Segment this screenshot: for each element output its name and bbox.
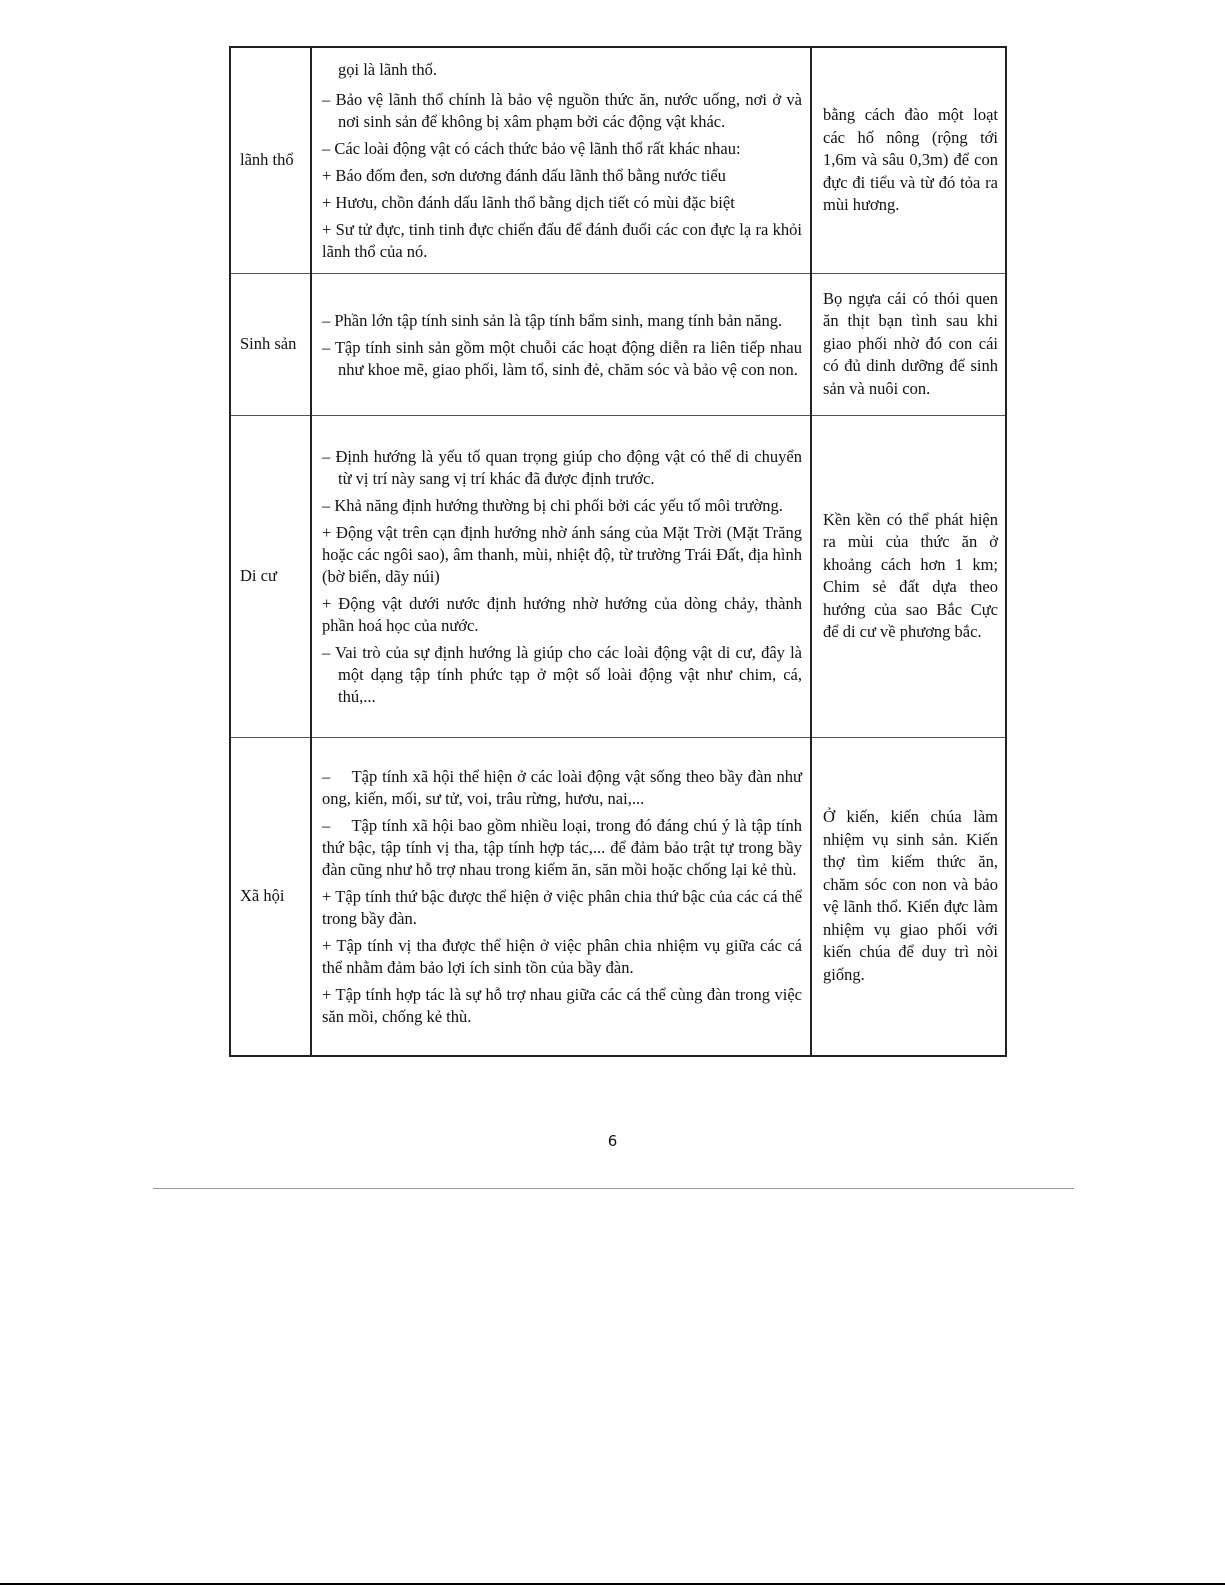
content-line: + Tập tính thứ bậc được thể hiện ở việc phân chia thứ bậc của các cá thể trong bầy đàn. bbox=[322, 887, 802, 929]
content-line: – Tập tính xã hội bao gồm nhiều loại, trong đó đáng chú ý là tập tính thứ bậc, tập tính vị tha, tập tính hợp tác,... để đảm bảo trật tự trong bầy đàn cũng như hỗ trợ nhau trong kiếm ăn, săn mồi hoặc chống lại kẻ thù. bbox=[322, 816, 807, 880]
example-text: Ở kiến, kiến chúa làm nhiệm vụ sinh sản. Kiến thợ tìm kiếm thức ăn, chăm sóc con non và bảo vệ lãnh thổ. Kiến đực làm nhiệm vụ giao phối với kiến chúa để duy trì nòi giống. bbox=[823, 807, 998, 984]
content-line: – Định hướng là yếu tố quan trọng giúp cho động vật có thể di chuyển từ vị trí này sang vị trí khác đã được định trước. bbox=[322, 447, 802, 488]
content-line: – Các loài động vật có cách thức bảo vệ lãnh thổ rất khác nhau: bbox=[322, 139, 741, 159]
content-line: – Tập tính sinh sản gồm một chuỗi các hoạt động diễn ra liên tiếp nhau như khoe mẽ, giao phối, làm tổ, sinh đẻ, chăm sóc và bảo vệ con non. bbox=[322, 337, 802, 379]
content-line: – Vai trò của sự định hướng là giúp cho các loài động vật di cư, đây là một dạng tập tính phức tạp ở một số loài động vật như chim, cá, thú,... bbox=[322, 643, 802, 706]
row-content bbox=[311, 737, 811, 1056]
table-row bbox=[230, 415, 1006, 737]
row-label: Di cư bbox=[230, 415, 311, 737]
row-example bbox=[811, 415, 1006, 737]
content-line: + Hươu, chồn đánh dấu lãnh thổ bằng dịch tiết có mùi đặc biệt bbox=[322, 193, 735, 213]
row-content bbox=[311, 273, 811, 415]
row-content bbox=[311, 47, 811, 273]
content-line: + Động vật trên cạn định hướng nhờ ánh sáng của Mặt Trời (Mặt Trăng hoặc các ngôi sao), âm thanh, mùi, nhiệt độ, từ trường Trái Đất, địa hình (bờ biển, dãy núi) bbox=[322, 523, 802, 586]
content-line: – Phần lớn tập tính sinh sản là tập tính bẩm sinh, mang tính bản năng. bbox=[322, 310, 783, 330]
content-line: + Tập tính vị tha được thể hiện ở việc phân chia nhiệm vụ giữa các cá thể nhằm đảm bảo lợi ích sinh tồn của bầy đàn. bbox=[322, 936, 802, 978]
behavior-table bbox=[229, 46, 1007, 1057]
content-line: + Tập tính hợp tác là sự hỗ trợ nhau giữa các cá thể cùng đàn trong việc săn mồi, chống kẻ thù. bbox=[322, 985, 802, 1027]
row-content bbox=[311, 415, 811, 737]
content-line: + Sư tử đực, tinh tinh đực chiến đấu để đánh đuổi các con đực lạ ra khỏi lãnh thổ của nó. bbox=[322, 220, 802, 262]
row-label: Sinh sản bbox=[230, 273, 311, 415]
footer-divider bbox=[153, 1188, 1074, 1189]
table-row bbox=[230, 47, 1006, 273]
table-row bbox=[230, 273, 1006, 415]
content-line: – Khả năng định hướng thường bị chi phối bởi các yếu tố môi trường. bbox=[322, 496, 783, 515]
example-text: Bọ ngựa cái có thói quen ăn thịt bạn tình sau khi giao phối nhờ đó con cái có đủ dinh dưỡng để sinh sản và nuôi con. bbox=[823, 288, 998, 398]
content-line: + Động vật dưới nước định hướng nhờ hướng của dòng chảy, thành phần hoá học của nước. bbox=[322, 594, 802, 635]
row-example bbox=[811, 47, 1006, 273]
row-example bbox=[811, 737, 1006, 1056]
row-example bbox=[811, 273, 1006, 415]
content-line: – Bảo vệ lãnh thổ chính là bảo vệ nguồn thức ăn, nước uống, nơi ở và nơi sinh sản để không bị xâm phạm bởi các động vật khác. bbox=[322, 90, 802, 132]
table-row bbox=[230, 737, 1006, 1056]
example-text: bằng cách đào một loạt các hố nông (rộng tới 1,6m và sâu 0,3m) để con đực đi tiểu và từ đó tỏa ra mùi hương. bbox=[823, 105, 998, 214]
content-line: – Tập tính xã hội thể hiện ở các loài động vật sống theo bầy đàn như ong, kiến, mối, sư tử, voi, trâu rừng, hươu, nai,... bbox=[322, 767, 807, 809]
row-label: Xã hội bbox=[230, 737, 311, 1056]
content-line: gọi là lãnh thổ. bbox=[338, 60, 437, 80]
row-label: lãnh thổ bbox=[230, 47, 311, 273]
example-text: Kền kền có thể phát hiện ra mùi của thức ăn ở khoảng cách hơn 1 km; Chim sẻ đất dựa theo hướng của sao Bắc Cực để di cư về phương bắc. bbox=[823, 509, 998, 641]
page-number: 6 bbox=[607, 1132, 618, 1150]
content-line: + Báo đốm đen, sơn dương đánh dấu lãnh thổ bằng nước tiểu bbox=[322, 166, 726, 186]
